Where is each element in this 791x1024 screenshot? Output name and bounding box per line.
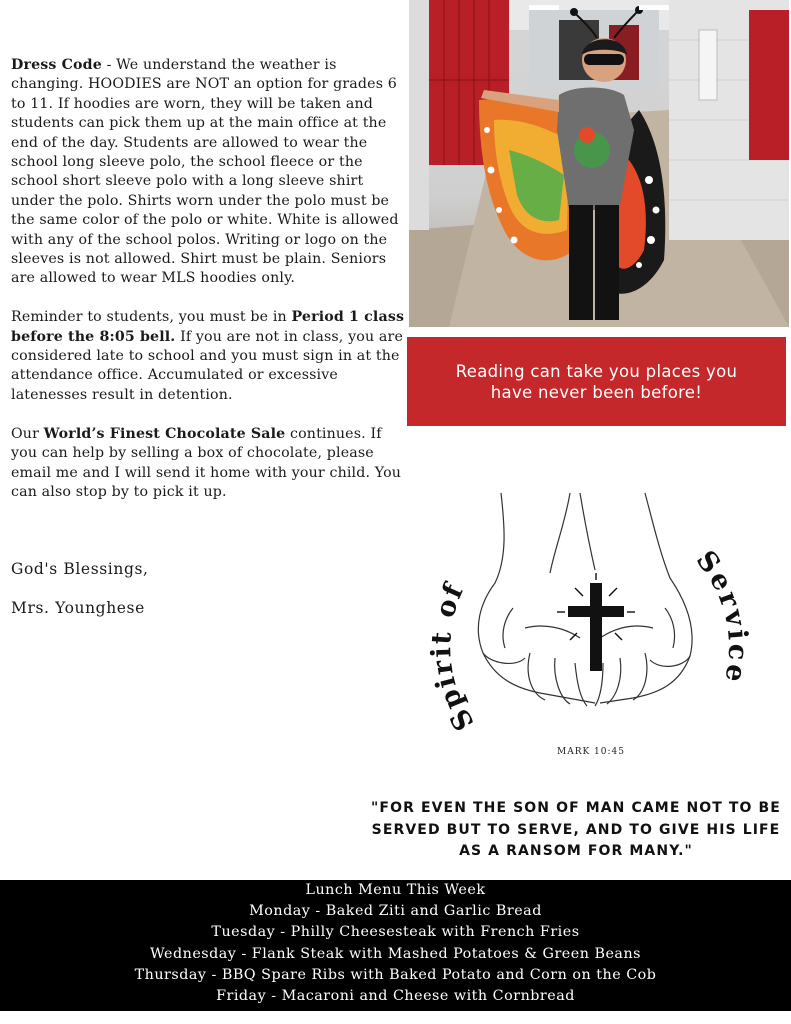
svg-text:Service bbox=[690, 545, 754, 687]
reminder-intro: Reminder to students, you must be in bbox=[11, 309, 292, 326]
spirit-of-text: Spirit of bbox=[426, 577, 481, 736]
spirit-of-service-graphic bbox=[405, 488, 789, 766]
svg-text:Spirit of bbox=[426, 578, 481, 736]
letter-body bbox=[11, 56, 407, 638]
lunch-wednesday: Wednesday - Flank Steak with Mashed Potatoes & Green Beans bbox=[149, 945, 641, 962]
lunch-tuesday: Tuesday - Philly Cheesesteak with French Fries bbox=[211, 924, 580, 941]
lunch-monday: Monday - Baked Ziti and Garlic Bread bbox=[249, 903, 542, 920]
chocolate-bold: World’s Finest Chocolate Sale bbox=[43, 425, 286, 442]
cross-icon bbox=[557, 573, 635, 671]
reminder-paragraph bbox=[11, 308, 407, 405]
reading-banner bbox=[407, 337, 786, 426]
photo-illustration bbox=[409, 0, 789, 327]
banner-text: Reading can take you places you have never been before! bbox=[455, 361, 738, 402]
verse-reference: MARK 10:45 bbox=[556, 747, 626, 757]
lunch-thursday: Thursday - BBQ Spare Ribs with Baked Potato and Corn on the Cob bbox=[134, 966, 657, 983]
bible-quote: "FOR EVEN THE SON OF MAN CAME NOT TO BE SERVED BUT TO SERVE, AND TO GIVE HIS LIFE AS A RANSOM FOR MANY." bbox=[371, 800, 781, 859]
dress-code-paragraph bbox=[11, 56, 407, 289]
closing-line: God's Blessings, bbox=[11, 560, 149, 579]
lunch-friday: Friday - Macaroni and Cheese with Cornbread bbox=[216, 988, 575, 1005]
reminder-bold: Period 1 class before the 8:05 bell. bbox=[11, 309, 405, 345]
chocolate-rest: continues. If you can help by selling a box of chocolate, please email me and I will send it home with your child. You can also stop by to pick it up. bbox=[11, 425, 402, 500]
chocolate-intro: Our bbox=[11, 425, 44, 442]
teacher-costume-photo bbox=[409, 0, 789, 327]
chocolate-paragraph bbox=[11, 425, 407, 503]
praying-hands-illustration bbox=[405, 488, 789, 766]
signature: Mrs. Younghese bbox=[11, 599, 145, 618]
dress-code-heading: Dress Code bbox=[11, 57, 102, 73]
dress-code-text: - We understand the weather is changing. HOODIES are NOT an option for grades 6 to 11. If hoodies are worn, they will be taken and students can pick them up at the main office at the end of the day. Students are allowed to wear the school long sleeve polo, the school fleece or the school short sleeve polo with a long sleeve shirt under the polo. Shirts worn under the polo must be the same color of the polo or white. White is allowed with any of the school polos. Writing or logo on the sleeves is not allowed. Shirt must be plain. Seniors are allowed to wear MLS hoodies only. bbox=[11, 57, 399, 287]
lunch-menu-title: Lunch Menu This Week bbox=[305, 882, 486, 898]
reminder-rest: If you are not in class, you are considered late to school and you must sign in at the attendance office. Accumulated or excessive latenesses result in detention. bbox=[11, 328, 404, 403]
lunch-menu bbox=[0, 880, 791, 1011]
service-text: Service bbox=[689, 544, 754, 688]
